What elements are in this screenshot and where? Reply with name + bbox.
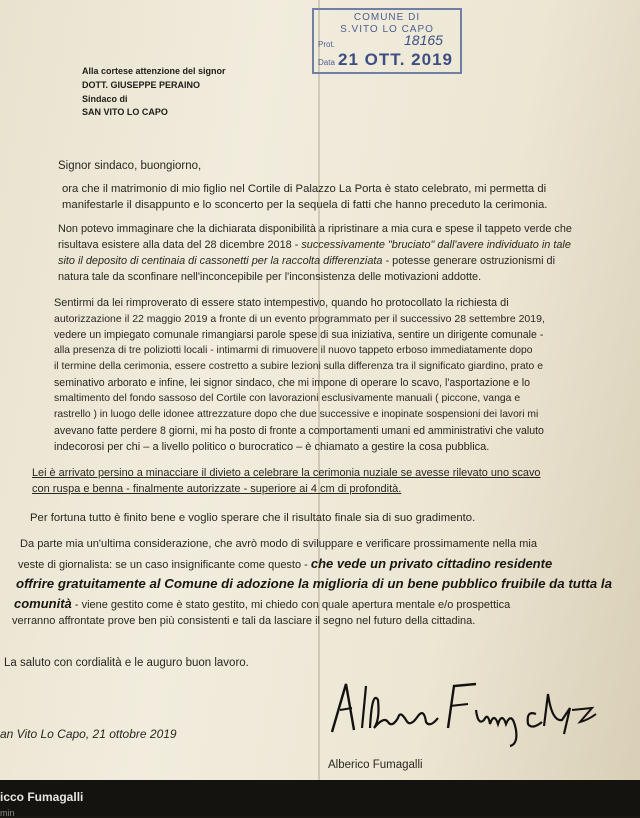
p3-line-3: vedere un impiegato comunale rimangiarsi parole spese di sua iniziativa, sentire un dirigente comunale - [54,329,544,341]
p2-line-3-a: sito il deposito di centinaia di cassonetti per la raccolta differenziata [58,255,383,267]
p2-line-2 [58,239,571,251]
p3-line-8: rastrello ) in luogo delle idonee attrezzature dopo che due successive e inopinate sospensioni dei lavori mi [54,409,539,420]
greeting: Signor sindaco, buongiorno, [58,160,202,172]
p6-line-5: verranno affrontate prove ben più consistenti e tali da lasciare il segno nel futuro della cittadina. [12,615,476,627]
p6-line-4-b: - viene gestito come è stato gestito, mi chiedo con quale apertura mentale e/o prospettica [71,599,511,611]
p3-line-4: alla presenza di tre poliziotti locali - intimarmi di rimuovere il nuovo tappeto erboso immediatamente dopo [54,345,533,356]
protocol-stamp [312,8,462,74]
p3-line-2: autorizzazione il 22 maggio 2019 a fronte di un evento programmato per il successivo 28 settembre 2019, [54,313,545,325]
recipient-line-2: DOTT. GIUSEPPE PERAINO [82,80,201,90]
p3-line-7: smaltimento del fondo sassoso del Cortile con lavorazioni esclusivamente manuali ( piccone, vanga e [54,393,521,404]
p4-line-2: con ruspa e benna - finalmente autorizzate - superiore ai 4 cm di profondità. [32,483,402,495]
p4-line-1: Lei è arrivato persino a minacciare il divieto a celebrare la cerimonia nuziale se avesse rilevato uno scavo [32,467,541,479]
signature-image [326,670,606,750]
p3-line-5: il termine della cerimonia, essere costretto a subire lezioni sulla differenza tra il significato giardino, prato e [54,361,543,372]
p3-line-9: avevano fatte perdere 8 giorni, mi ha posto di fronte a comportamenti umani ed amministrativi che valuto [54,425,544,437]
p6-line-2-a: veste di giornalista: se un caso insignificante come questo - [18,559,311,571]
p6-line-1: Da parte mia un'ultima considerazione, che avrò modo di sviluppare e verificare prossimamente nella mia [20,538,537,550]
recipient-line-1: Alla cortese attenzione del signor [82,66,226,76]
stamp-date-label: Data [318,58,335,67]
p1-line-1: ora che il matrimonio di mio figlio nel Cortile di Palazzo La Porta è stato celebrato, mi permetta di [62,183,547,195]
p5: Per fortuna tutto è finito bene e voglio sperare che il risultato finale sia di suo gradimento. [30,512,476,524]
stamp-line-2: S.VITO LO CAPO [340,24,434,35]
paper-fold [318,0,320,780]
closing: La saluto con cordialità e le auguro buon lavoro. [4,657,249,669]
recipient-line-3: Sindaco di [82,94,128,104]
caption-bar [0,780,640,816]
p3-line-10: indecorosi per chi – a livello politico o burocratico – è chiamato a gestire la cosa pubblica. [54,441,490,453]
p2-line-3 [58,255,555,267]
p1-line-2: manifestarle il disappunto e lo sconcerto per la sequela di fatti che hanno preceduto la cerimonia. [62,199,548,211]
p6-line-4-a: comunità [14,596,72,611]
p3-line-6: seminativo arborato e infine, lei signor sindaco, che mi impone di operare lo scavo, l'asportazione e lo [54,377,531,389]
place-date: an Vito Lo Capo, 21 ottobre 2019 [0,727,177,741]
p6-line-2 [18,556,552,571]
p2-line-2-b: successivamente "bruciato" dall'avere individuato in tale [301,239,571,251]
p6-line-3: offrire gratuitamente al Comune di adozione la miglioria di un bene pubblico fruibile da tutta la [16,576,612,591]
p2-line-2-a: risultava esistere alla data del 28 dicembre 2018 - [58,239,302,251]
p6-line-2-b: che vede un privato cittadino residente [310,556,553,571]
recipient-line-4: SAN VITO LO CAPO [82,107,168,117]
stamp-line-1: COMUNE DI [353,12,421,23]
p6-line-4 [14,596,510,611]
p2-line-4: natura tale da sconfinare nell'inconcepibile per l'inconsistenza delle motivazioni addotte. [58,271,482,283]
stamp-date: 21 OTT. 2019 [338,50,454,69]
p3-line-1: Sentirmi da lei rimproverato di essere stato intempestivo, quando ho protocollato la richiesta di [54,297,509,309]
post-meta: min [0,808,15,818]
stamp-protocol-number: 18165 [404,32,443,48]
post-author[interactable]: icco Fumagalli [0,790,84,804]
p2-line-1: Non potevo immaginare che la dichiarata disponibilità a ripristinare a mia cura e spese il tappeto verde che [58,223,572,235]
signer-name: Alberico Fumagalli [328,759,423,771]
stamp-protocol-label: Prot. [318,40,335,49]
p2-line-3-b: - potesse generare ostruzionismi di [382,255,556,267]
